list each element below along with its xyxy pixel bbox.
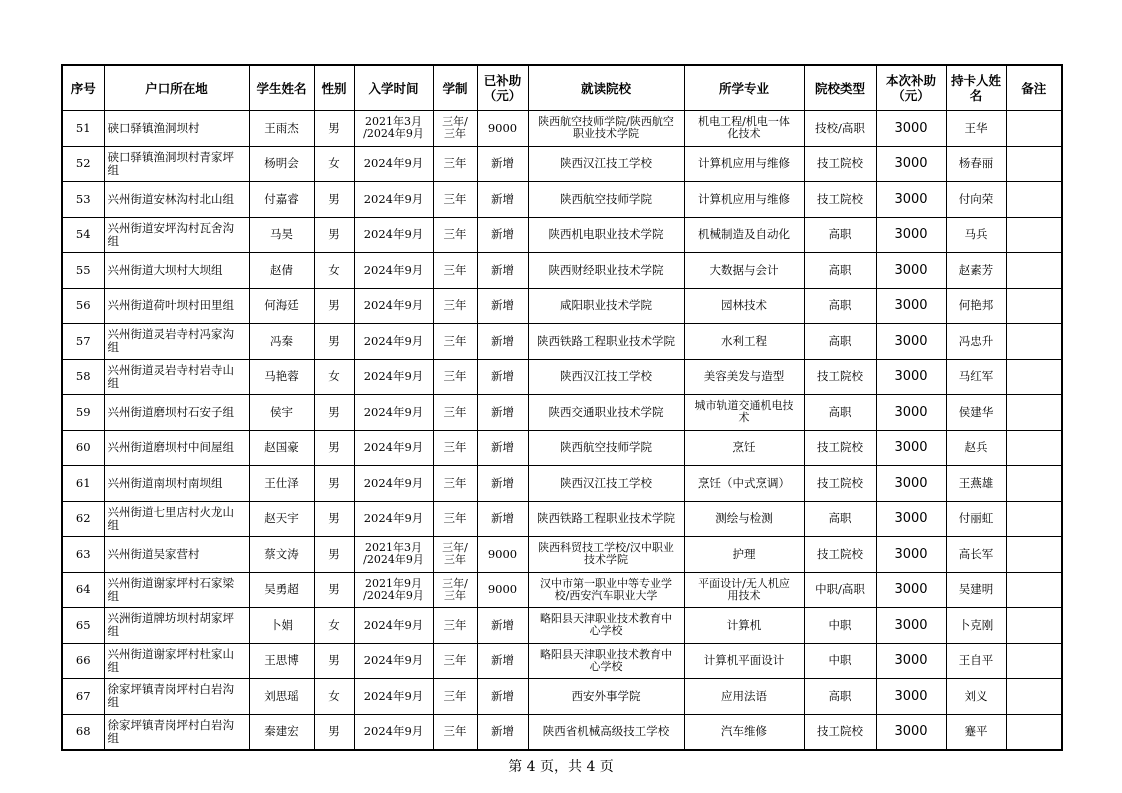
table-cell: 52: [62, 146, 104, 182]
table-cell: 三年: [433, 253, 477, 289]
table-cell: 3000: [876, 572, 946, 608]
table-cell: 男: [314, 217, 354, 253]
table-cell: [1006, 608, 1062, 644]
table-cell: 陕西科贸技工学校/汉中职业 技术学院: [528, 537, 684, 573]
table-cell: 陕西航空技师学院: [528, 430, 684, 466]
table-cell: 2021年3月 /2024年9月: [354, 111, 433, 147]
table-cell: 61: [62, 466, 104, 502]
table-cell: 63: [62, 537, 104, 573]
table-cell: 56: [62, 288, 104, 324]
table-cell: 陕西航空技师学院/陕西航空 职业技术学院: [528, 111, 684, 147]
table-cell: 陕西铁路工程职业技术学院: [528, 501, 684, 537]
table-row: [62, 572, 1062, 608]
table-cell: [1006, 359, 1062, 395]
table-row: [62, 643, 1062, 679]
table-cell: 新增: [477, 643, 528, 679]
column-header: 入学时间: [354, 65, 433, 111]
table-cell: 陕西交通职业技术学院: [528, 395, 684, 431]
table-cell: 女: [314, 608, 354, 644]
table-cell: 三年: [433, 430, 477, 466]
table-cell: 2021年9月 /2024年9月: [354, 572, 433, 608]
table-cell: 新增: [477, 182, 528, 218]
table-cell: 三年: [433, 679, 477, 715]
table-cell: 侯建华: [946, 395, 1006, 431]
table-cell: 2024年9月: [354, 679, 433, 715]
table-cell: 新增: [477, 395, 528, 431]
table-cell: 马艳蓉: [249, 359, 314, 395]
table-cell: 陕西航空技师学院: [528, 182, 684, 218]
table-cell: 2024年9月: [354, 501, 433, 537]
table-cell: 吴勇超: [249, 572, 314, 608]
table-cell: 3000: [876, 537, 946, 573]
table-cell: 男: [314, 501, 354, 537]
table-cell: 应用法语: [684, 679, 804, 715]
column-header: 持卡人姓 名: [946, 65, 1006, 111]
table-cell: 高职: [804, 395, 876, 431]
table-cell: 陕西铁路工程职业技术学院: [528, 324, 684, 360]
table-cell: 2024年9月: [354, 217, 433, 253]
table-cell: [1006, 643, 1062, 679]
table-cell: 55: [62, 253, 104, 289]
table-cell: 2024年9月: [354, 146, 433, 182]
table-cell: 男: [314, 395, 354, 431]
table-cell: 付嘉睿: [249, 182, 314, 218]
table-row: [62, 359, 1062, 395]
table-cell: 技工院校: [804, 466, 876, 502]
table-cell: 护理: [684, 537, 804, 573]
table-cell: 3000: [876, 288, 946, 324]
table-cell: 何海廷: [249, 288, 314, 324]
table-cell: 王思博: [249, 643, 314, 679]
table-cell: 三年: [433, 643, 477, 679]
table-cell: 3000: [876, 501, 946, 537]
table-cell: 杨春丽: [946, 146, 1006, 182]
table-cell: 陕西汉江技工学校: [528, 359, 684, 395]
table-cell: 兴州街道灵岩寺村冯家沟 组: [104, 324, 249, 360]
table-cell: 三年: [433, 359, 477, 395]
table-cell: 平面设计/无人机应 用技术: [684, 572, 804, 608]
column-header: 学制: [433, 65, 477, 111]
table-cell: 徐家坪镇青岗坪村白岩沟 组: [104, 714, 249, 750]
table-cell: 技工院校: [804, 146, 876, 182]
table-cell: 冯秦: [249, 324, 314, 360]
table-cell: 3000: [876, 182, 946, 218]
table-cell: 2024年9月: [354, 288, 433, 324]
table-cell: 三年: [433, 288, 477, 324]
table-cell: 2024年9月: [354, 395, 433, 431]
table-cell: [1006, 253, 1062, 289]
table-cell: 新增: [477, 501, 528, 537]
table-cell: 陕西汉江技工学校: [528, 466, 684, 502]
table-cell: 王雨杰: [249, 111, 314, 147]
table-cell: 付向荣: [946, 182, 1006, 218]
table-cell: 男: [314, 324, 354, 360]
table-row: [62, 679, 1062, 715]
table-cell: [1006, 430, 1062, 466]
table-cell: 烹饪: [684, 430, 804, 466]
table-row: [62, 537, 1062, 573]
table-cell: 机电工程/机电一体 化技术: [684, 111, 804, 147]
table-cell: 新增: [477, 466, 528, 502]
table-cell: 新增: [477, 288, 528, 324]
table-cell: 陕西汉江技工学校: [528, 146, 684, 182]
table-cell: 兴州街道荷叶坝村田里组: [104, 288, 249, 324]
table-cell: 三年: [433, 146, 477, 182]
table-cell: 刘义: [946, 679, 1006, 715]
table-cell: 高长军: [946, 537, 1006, 573]
table-cell: 杨明会: [249, 146, 314, 182]
table-cell: 男: [314, 182, 354, 218]
table-cell: 新增: [477, 253, 528, 289]
table-cell: 3000: [876, 466, 946, 502]
table-row: [62, 466, 1062, 502]
table-cell: 男: [314, 111, 354, 147]
table-cell: 男: [314, 430, 354, 466]
table-cell: 马昊: [249, 217, 314, 253]
table-row: [62, 608, 1062, 644]
table-cell: 技校/高职: [804, 111, 876, 147]
table-cell: 园林技术: [684, 288, 804, 324]
table-cell: 蹇平: [946, 714, 1006, 750]
table-cell: 2024年9月: [354, 324, 433, 360]
table-cell: 3000: [876, 608, 946, 644]
table-cell: 卜娟: [249, 608, 314, 644]
table-cell: 测绘与检测: [684, 501, 804, 537]
header-row: [62, 65, 1062, 111]
table-cell: 烹饪（中式烹调）: [684, 466, 804, 502]
column-header: 已补助 （元）: [477, 65, 528, 111]
table-cell: 2024年9月: [354, 253, 433, 289]
table-cell: 技工院校: [804, 359, 876, 395]
table-cell: 兴州街道七里店村火龙山 组: [104, 501, 249, 537]
table-cell: 57: [62, 324, 104, 360]
table-cell: 新增: [477, 608, 528, 644]
table-cell: 2021年3月 /2024年9月: [354, 537, 433, 573]
table-cell: 侯宇: [249, 395, 314, 431]
table-cell: 硖口驿镇渔洞坝村青家坪 组: [104, 146, 249, 182]
table-cell: 新增: [477, 679, 528, 715]
table-cell: 兴州街道磨坝村石安子组: [104, 395, 249, 431]
table-cell: 三年/ 三年: [433, 572, 477, 608]
table-cell: 略阳县天津职业技术教育中 心学校: [528, 608, 684, 644]
table-cell: 机械制造及自动化: [684, 217, 804, 253]
column-header: 户口所在地: [104, 65, 249, 111]
table-cell: 西安外事学院: [528, 679, 684, 715]
table-cell: 技工院校: [804, 182, 876, 218]
table-cell: 冯忠升: [946, 324, 1006, 360]
table-cell: 兴州街道吴家营村: [104, 537, 249, 573]
table-cell: 王仕泽: [249, 466, 314, 502]
table-cell: 兴州街道磨坝村中间屋组: [104, 430, 249, 466]
table-cell: [1006, 714, 1062, 750]
table-row: [62, 395, 1062, 431]
table-cell: 大数据与会计: [684, 253, 804, 289]
table-cell: 女: [314, 146, 354, 182]
table-cell: 兴洲街道牌坊坝村胡家坪 组: [104, 608, 249, 644]
table-cell: 2024年9月: [354, 643, 433, 679]
table-cell: 9000: [477, 111, 528, 147]
table-cell: 三年: [433, 324, 477, 360]
column-header: 学生姓名: [249, 65, 314, 111]
table-cell: 59: [62, 395, 104, 431]
table-cell: 2024年9月: [354, 714, 433, 750]
table-cell: 陕西省机械高级技工学校: [528, 714, 684, 750]
table-cell: 3000: [876, 324, 946, 360]
table-cell: 64: [62, 572, 104, 608]
table-cell: 付丽虹: [946, 501, 1006, 537]
table-cell: 三年: [433, 395, 477, 431]
table-cell: 咸阳职业技术学院: [528, 288, 684, 324]
table-cell: 王燕雄: [946, 466, 1006, 502]
table-cell: [1006, 466, 1062, 502]
table-cell: 三年: [433, 182, 477, 218]
table-cell: 68: [62, 714, 104, 750]
table-cell: 徐家坪镇青岗坪村白岩沟 组: [104, 679, 249, 715]
table-cell: 2024年9月: [354, 359, 433, 395]
table-cell: 蔡文涛: [249, 537, 314, 573]
table-cell: 计算机应用与维修: [684, 182, 804, 218]
table-cell: 男: [314, 643, 354, 679]
table-cell: 62: [62, 501, 104, 537]
table-cell: [1006, 537, 1062, 573]
table-cell: [1006, 288, 1062, 324]
table-cell: 中职: [804, 643, 876, 679]
table-cell: 67: [62, 679, 104, 715]
table-cell: 三年: [433, 608, 477, 644]
table-row: [62, 501, 1062, 537]
table-cell: 3000: [876, 395, 946, 431]
table-row: [62, 182, 1062, 218]
table-cell: 3000: [876, 146, 946, 182]
table-cell: 60: [62, 430, 104, 466]
table-cell: [1006, 146, 1062, 182]
table-cell: 9000: [477, 537, 528, 573]
table-cell: 新增: [477, 324, 528, 360]
table-cell: 女: [314, 679, 354, 715]
table-cell: 秦建宏: [249, 714, 314, 750]
table-row: [62, 324, 1062, 360]
page-footer: 第 4 页，共 4 页: [508, 759, 614, 775]
table-cell: 三年: [433, 714, 477, 750]
table-cell: 刘思瑶: [249, 679, 314, 715]
table-cell: 2024年9月: [354, 182, 433, 218]
table-cell: 54: [62, 217, 104, 253]
table-cell: 中职: [804, 608, 876, 644]
table-cell: 3000: [876, 643, 946, 679]
table-cell: 技工院校: [804, 430, 876, 466]
table-cell: 2024年9月: [354, 466, 433, 502]
table-cell: 美容美发与造型: [684, 359, 804, 395]
column-header: 院校类型: [804, 65, 876, 111]
table-cell: 兴州街道大坝村大坝组: [104, 253, 249, 289]
table-cell: 兴州街道灵岩寺村岩寺山 组: [104, 359, 249, 395]
table-cell: 高职: [804, 288, 876, 324]
table-row: [62, 111, 1062, 147]
table-cell: 53: [62, 182, 104, 218]
table-cell: 何艳邦: [946, 288, 1006, 324]
table-cell: 计算机: [684, 608, 804, 644]
column-header: 所学专业: [684, 65, 804, 111]
table-cell: 兴州街道安坪沟村瓦舍沟 组: [104, 217, 249, 253]
table-cell: 中职/高职: [804, 572, 876, 608]
table-cell: 9000: [477, 572, 528, 608]
table-cell: [1006, 111, 1062, 147]
table-cell: 王华: [946, 111, 1006, 147]
table-cell: 吴建明: [946, 572, 1006, 608]
subsidy-table: [61, 64, 1063, 751]
table-cell: [1006, 572, 1062, 608]
table-cell: [1006, 501, 1062, 537]
table-cell: 三年/ 三年: [433, 537, 477, 573]
column-header: 本次补助 （元）: [876, 65, 946, 111]
table-cell: 高职: [804, 501, 876, 537]
table-cell: 高职: [804, 324, 876, 360]
table-cell: 王自平: [946, 643, 1006, 679]
table-cell: 2024年9月: [354, 608, 433, 644]
table-cell: 男: [314, 288, 354, 324]
table-cell: 兴州街道谢家坪村杜家山 组: [104, 643, 249, 679]
table-cell: 3000: [876, 430, 946, 466]
column-header: 备注: [1006, 65, 1062, 111]
table-cell: 水利工程: [684, 324, 804, 360]
column-header: 性别: [314, 65, 354, 111]
table-cell: 新增: [477, 359, 528, 395]
table-cell: 高职: [804, 679, 876, 715]
table-cell: 2024年9月: [354, 430, 433, 466]
table-cell: 三年: [433, 217, 477, 253]
table-cell: 高职: [804, 217, 876, 253]
table-cell: 女: [314, 253, 354, 289]
table-cell: 新增: [477, 146, 528, 182]
table-row: [62, 430, 1062, 466]
table-cell: 3000: [876, 111, 946, 147]
table-cell: 女: [314, 359, 354, 395]
table-row: [62, 714, 1062, 750]
table-cell: 3000: [876, 679, 946, 715]
table-cell: 66: [62, 643, 104, 679]
table-cell: 新增: [477, 217, 528, 253]
table-cell: 技工院校: [804, 714, 876, 750]
table-cell: 男: [314, 572, 354, 608]
table-body: [62, 111, 1062, 751]
table-cell: 3000: [876, 714, 946, 750]
table-row: [62, 253, 1062, 289]
table-cell: 兴州街道安林沟村北山组: [104, 182, 249, 218]
table-row: [62, 217, 1062, 253]
table-cell: 硖口驿镇渔洞坝村: [104, 111, 249, 147]
table-cell: 新增: [477, 430, 528, 466]
table-cell: [1006, 395, 1062, 431]
table-cell: 高职: [804, 253, 876, 289]
table-row: [62, 146, 1062, 182]
table-cell: 赵倩: [249, 253, 314, 289]
table-cell: 计算机应用与维修: [684, 146, 804, 182]
table-cell: 三年: [433, 466, 477, 502]
column-header: 序号: [62, 65, 104, 111]
table-cell: 男: [314, 537, 354, 573]
table-cell: [1006, 217, 1062, 253]
table-cell: 三年/ 三年: [433, 111, 477, 147]
table-cell: 略阳县天津职业技术教育中 心学校: [528, 643, 684, 679]
table-cell: 65: [62, 608, 104, 644]
column-header: 就读院校: [528, 65, 684, 111]
table-cell: 51: [62, 111, 104, 147]
table-cell: 赵国豪: [249, 430, 314, 466]
table-cell: 新增: [477, 714, 528, 750]
table-cell: 兴州街道谢家坪村石家梁 组: [104, 572, 249, 608]
table-cell: [1006, 324, 1062, 360]
table-row: [62, 288, 1062, 324]
table-cell: 陕西财经职业技术学院: [528, 253, 684, 289]
table-cell: 3000: [876, 253, 946, 289]
table-cell: 马兵: [946, 217, 1006, 253]
table-cell: 汽车维修: [684, 714, 804, 750]
table-cell: 马红军: [946, 359, 1006, 395]
table-cell: 计算机平面设计: [684, 643, 804, 679]
table-cell: 陕西机电职业技术学院: [528, 217, 684, 253]
table-cell: 卜克刚: [946, 608, 1006, 644]
table-cell: 三年: [433, 501, 477, 537]
table-cell: 赵天宇: [249, 501, 314, 537]
table-cell: [1006, 182, 1062, 218]
table-cell: 汉中市第一职业中等专业学 校/西安汽车职业大学: [528, 572, 684, 608]
table-cell: [1006, 679, 1062, 715]
table-cell: 城市轨道交通机电技 术: [684, 395, 804, 431]
table-cell: 兴州街道南坝村南坝组: [104, 466, 249, 502]
table-cell: 58: [62, 359, 104, 395]
table-header: [62, 65, 1062, 111]
table-cell: 赵兵: [946, 430, 1006, 466]
table-cell: 3000: [876, 359, 946, 395]
table-cell: 男: [314, 466, 354, 502]
table-cell: 赵素芳: [946, 253, 1006, 289]
table-cell: 技工院校: [804, 537, 876, 573]
table-cell: 3000: [876, 217, 946, 253]
table-cell: 男: [314, 714, 354, 750]
